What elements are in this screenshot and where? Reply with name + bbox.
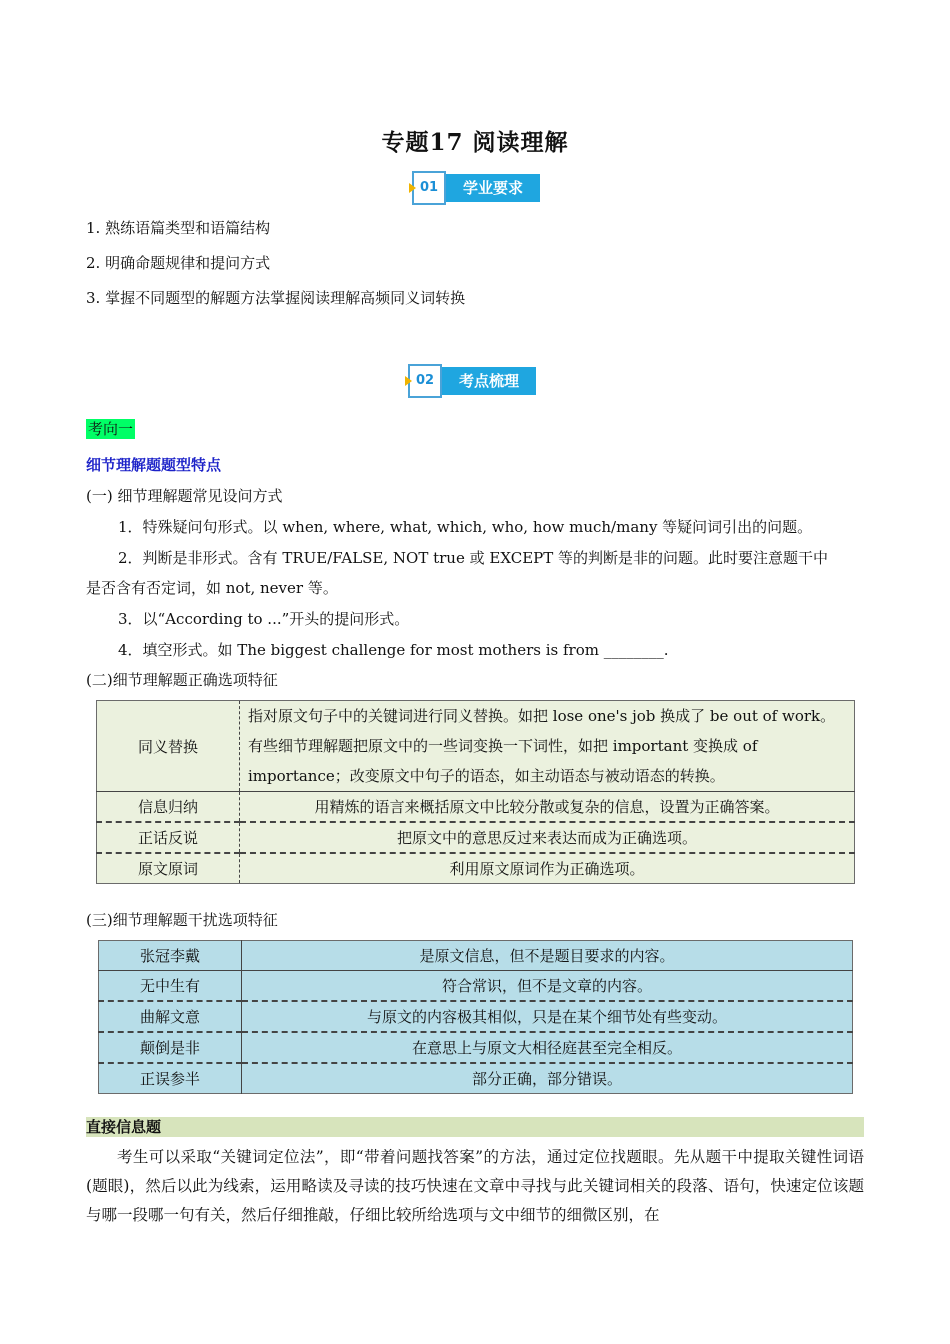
- table-cell-key: 原文原词: [97, 853, 240, 884]
- badge-label: 学业要求: [446, 174, 540, 202]
- section-badge-requirements: [412, 171, 540, 205]
- subheading-question-forms: (一) 细节理解题常见设问方式: [86, 487, 283, 505]
- distractor-option-table: [98, 940, 853, 1094]
- requirement-item: 1. 熟练语篇类型和语篇结构: [86, 219, 271, 237]
- table-cell-key: 曲解文意: [99, 1001, 242, 1032]
- subheading-distractor-options: (三)细节理解题干扰选项特征: [86, 911, 278, 929]
- table-cell-value: 利用原文原词作为正确选项。: [449, 860, 645, 878]
- table-cell-key: 信息归纳: [97, 792, 240, 823]
- table-cell-value: 用精炼的语言来概括原文中比较分散或复杂的信息，设置为正确答案。: [240, 792, 855, 823]
- table-cell-key: 正话反说: [97, 822, 240, 853]
- table-cell-key: 正误参半: [99, 1063, 242, 1094]
- page-title: 专题17 阅读理解: [381, 129, 569, 156]
- requirement-item: 2. 明确命题规律和提问方式: [86, 254, 271, 272]
- table-cell-value: 部分正确，部分错误。: [471, 1070, 622, 1088]
- badge-number: 01: [412, 171, 446, 205]
- section-heading: 细节理解题题型特点: [86, 456, 222, 474]
- table-row: [97, 853, 855, 884]
- triangle-marker-icon: [409, 183, 416, 193]
- direct-info-heading: 直接信息题: [86, 1117, 864, 1137]
- table-cell-value: 符合常识，但不是文章的内容。: [242, 971, 853, 1002]
- table-row: [99, 1032, 853, 1063]
- table-cell-value: 在意思上与原文大相径庭甚至完全相反。: [242, 1032, 853, 1063]
- triangle-marker-icon: [405, 376, 412, 386]
- list-item: 1．特殊疑问句形式。以 when, where, what, which, who, how much/many 等疑问词引出的问题。: [118, 518, 813, 536]
- requirement-item: 3. 掌握不同题型的解题方法掌握阅读理解高频同义词转换: [86, 289, 466, 307]
- section-badge-key-points: [408, 364, 536, 398]
- table-cell-value: 指对原文句子中的关键词进行同义替换。如把 lose one's job 换成了 be out of work。有些细节理解题把原文中的一些词变换一下词性，如把 important 变换成 of importance；改变原文中句子的语态，如主动语态与被动语态的转换。: [240, 701, 855, 792]
- table-row: [97, 822, 855, 853]
- table-row: [97, 792, 855, 823]
- list-item: 4．填空形式。如 The biggest challenge for most mothers is from ________.: [118, 641, 669, 659]
- table-cell-key: 张冠李戴: [99, 941, 242, 971]
- table-cell-key: 颠倒是非: [99, 1032, 242, 1063]
- topic-tag: 考向一: [88, 420, 134, 438]
- list-item-continuation: 是否含有否定词，如 not, never 等。: [86, 579, 338, 597]
- table-row: [97, 701, 855, 792]
- list-item: 2．判断是非形式。含有 TRUE/FALSE, NOT true 或 EXCEPT 等的判断是非的问题。此时要注意题干中: [118, 549, 829, 567]
- table-cell-key: 同义替换: [97, 701, 240, 792]
- table-cell-value: 把原文中的意思反过来表达而成为正确选项。: [240, 822, 855, 853]
- body-paragraph: 考生可以采取“关键词定位法”，即“带着问题找答案”的方法，通过定位找题眼。先从题干中提取关键性词语(题眼)，然后以此为线索，运用略读及寻读的技巧快速在文章中寻找与此关键词相关的段落、语句，快速定位该题与哪一段哪一句有关，然后仔细推敲，仔细比较所给选项与文中细节的细微区别，在: [86, 1148, 864, 1224]
- subheading-correct-options: (二)细节理解题正确选项特征: [86, 671, 278, 689]
- table-cell-key: 无中生有: [99, 971, 242, 1002]
- table-cell-value: 是原文信息，但不是题目要求的内容。: [242, 941, 853, 971]
- table-row: [99, 941, 853, 971]
- badge-label: 考点梳理: [442, 367, 536, 395]
- table-row: [99, 971, 853, 1002]
- correct-option-table: [96, 700, 855, 884]
- table-row: [99, 1063, 853, 1094]
- table-cell-value: 与原文的内容极其相似，只是在某个细节处有些变动。: [242, 1001, 853, 1032]
- list-item: 3．以“According to ...”开头的提问形式。: [118, 610, 410, 628]
- badge-number: 02: [408, 364, 442, 398]
- table-row: [99, 1001, 853, 1032]
